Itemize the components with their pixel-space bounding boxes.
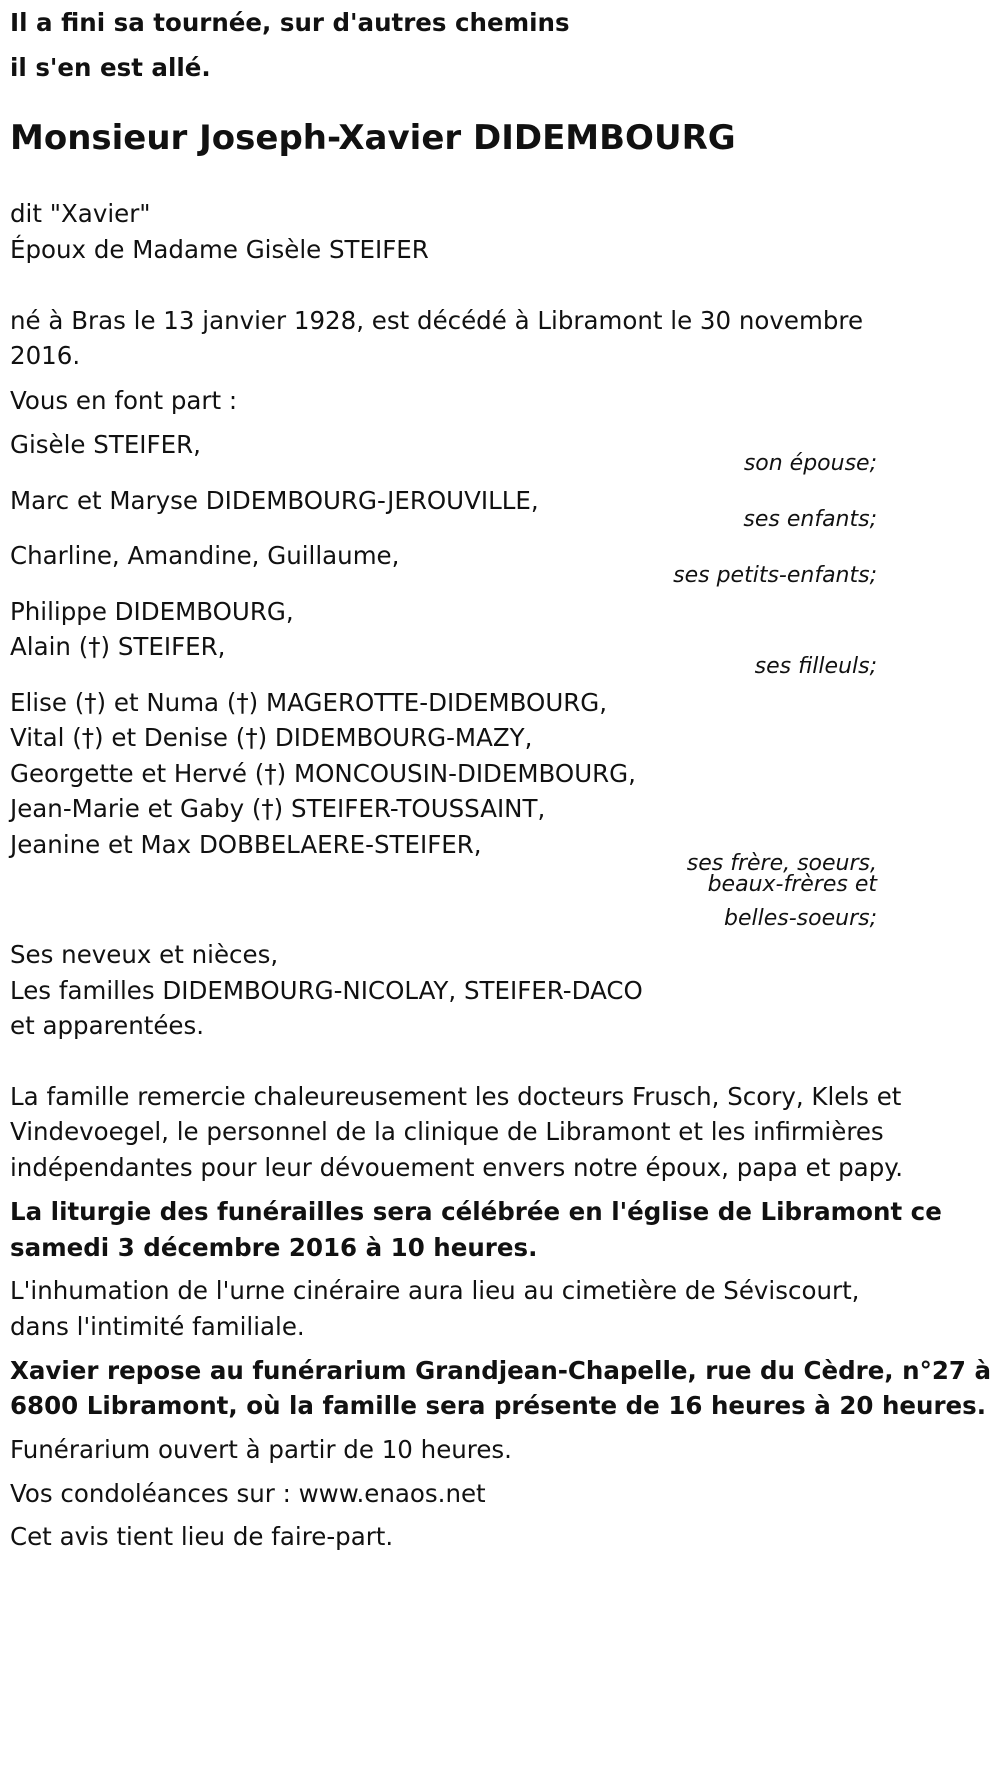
family-name-line: Jeanine et Max DOBBELAERE-STEIFER, [10,830,482,859]
nickname: dit "Xavier" [10,199,151,228]
family-name-line: Marc et Maryse DIDEMBOURG-JEROUVILLE, [10,486,539,515]
family-name-line: Charline, Amandine, Guillaume, [10,541,400,570]
thanks-line: indépendantes pour leur dévouement envers notre époux, papa et papy. [10,1153,904,1182]
birth-death-line-1: né à Bras le 13 janvier 1928, est décédé à Libramont le 30 novembre [10,306,864,335]
family-name-line: Ses neveux et nièces, [10,940,279,969]
condolences-line: Vos condoléances sur : www.enaos.net [10,1479,486,1508]
family-name-line: Les familles DIDEMBOURG-NICOLAY, STEIFER-DACO [10,976,643,1005]
spouse-line: Époux de Madame Gisèle STEIFER [10,235,429,264]
burial-line: dans l'intimité familiale. [10,1312,305,1341]
thanks-line: Vindevoegel, le personnel de la clinique de Libramont et les infirmières [10,1117,884,1146]
family-role: ses enfants; [743,507,877,532]
family-role: ses filleuls; [754,654,877,679]
ceremony-line: samedi 3 décembre 2016 à 10 heures. [10,1233,538,1262]
thanks-line: La famille remercie chaleureusement les docteurs Frusch, Scory, Klels et [10,1082,902,1111]
family-name-line: Gisèle STEIFER, [10,430,201,459]
family-role: ses petits-enfants; [673,563,877,588]
family-name-line: et apparentées. [10,1011,205,1040]
family-role: belles-soeurs; [724,906,877,931]
burial-line: L'inhumation de l'urne cinéraire aura lieu au cimetière de Séviscourt, [10,1276,860,1305]
family-name-line: Georgette et Hervé (†) MONCOUSIN-DIDEMBOURG, [10,759,636,788]
epitaph-line-1: Il a fini sa tournée, sur d'autres chemins [10,8,570,37]
visitation-line: 6800 Libramont, où la famille sera présente de 16 heures à 20 heures. [10,1391,987,1420]
epitaph-line-2: il s'en est allé. [10,53,211,82]
funerarium-hours: Funérarium ouvert à partir de 10 heures. [10,1435,512,1464]
family-role: beaux-frères et [707,872,877,897]
family-name-line: Philippe DIDEMBOURG, [10,597,294,626]
birth-death-line-2: 2016. [10,341,81,370]
family-name-line: Vital (†) et Denise (†) DIDEMBOURG-MAZY, [10,723,533,752]
family-role: son épouse; [743,451,877,476]
visitation-line: Xavier repose au funérarium Grandjean-Chapelle, rue du Cèdre, n°27 à [10,1356,991,1385]
notice-line: Cet avis tient lieu de faire-part. [10,1522,394,1551]
family-name-line: Elise (†) et Numa (†) MAGEROTTE-DIDEMBOURG, [10,688,608,717]
ceremony-line: La liturgie des funérailles sera célébrée en l'église de Libramont ce [10,1197,942,1226]
announce-line: Vous en font part : [10,386,238,415]
family-role: ses frère, soeurs, [686,851,877,876]
family-name-line: Alain (†) STEIFER, [10,632,226,661]
family-name-line: Jean-Marie et Gaby (†) STEIFER-TOUSSAINT, [10,794,546,823]
deceased-name: Monsieur Joseph-Xavier DIDEMBOURG [10,118,736,158]
